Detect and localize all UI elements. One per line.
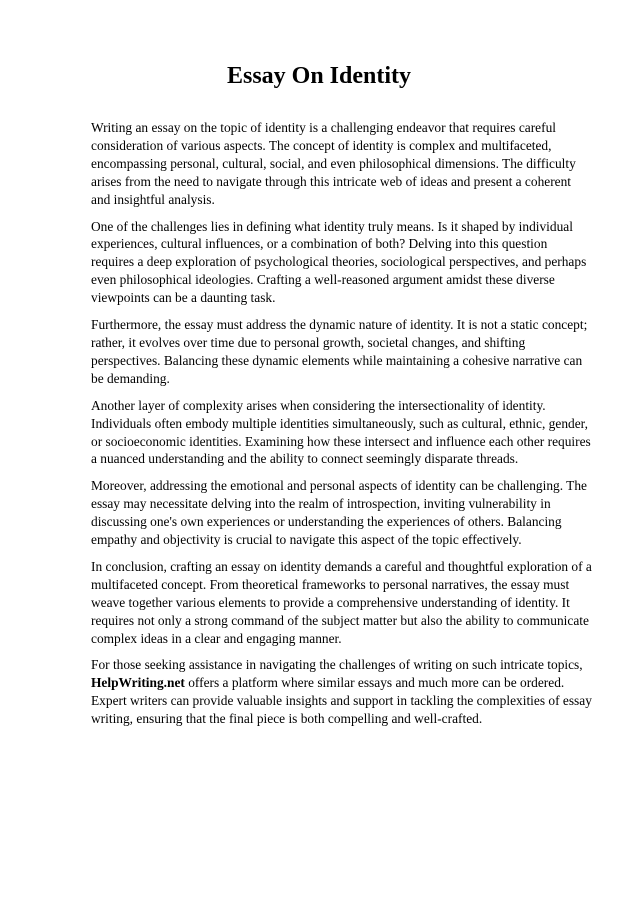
- page-title: Essay On Identity: [226, 63, 412, 89]
- closing-text-after-brand: offers a platform where similar essays and much more can be ordered. Expert writers can provide valuable insights and support in tackling the complexities of essay writing, ensuring that the final piece is both compelling and well-crafted.: [91, 675, 592, 727]
- paragraph-intro: Writing an essay on the topic of identity is a challenging endeavor that requires careful consideration of various aspects. The concept of identity is complex and multifaceted, encompassing personal, cultural, social, and even philosophical dimensions. The difficulty arises from the need to navigate through this intricate web of ideas and present a coherent and insightful analysis.: [91, 120, 576, 207]
- closing-text-before-brand: For those seeking assistance in navigating the challenges of writing on such intricate topics,: [91, 657, 583, 673]
- paragraph-conclusion: In conclusion, crafting an essay on identity demands a careful and thoughtful exploration of a multifaceted concept. From theoretical frameworks to personal narratives, the essay must weave together various elements to provide a comprehensive understanding of identity. It requires not only a strong command of the subject matter but also the ability to communicate complex ideas in a clear and engaging manner.: [91, 558, 592, 646]
- paragraph-dynamic-nature: Furthermore, the essay must address the dynamic nature of identity. It is not a static concept; rather, it evolves over time due to personal growth, societal changes, and shifting perspectives. Balancing these dynamic elements while maintaining a cohesive narrative can be demanding.: [91, 317, 588, 386]
- paragraph-defining-identity: One of the challenges lies in defining what identity truly means. Is it shaped by individual experiences, cultural influences, or a combination of both? Delving into this question requires a deep exploration of psychological theories, sociological perspectives, and perhaps even philosophical ideologies. Crafting a well-reasoned argument amidst these diverse viewpoints can be a daunting task.: [91, 218, 587, 306]
- essay-body: [91, 119, 593, 737]
- brand-name: HelpWriting.net: [91, 675, 185, 691]
- paragraph-closing: [91, 656, 593, 728]
- paragraph-emotional-aspects: Moreover, addressing the emotional and personal aspects of identity can be challenging. The essay may necessitate delving into the realm of introspection, inviting vulnerability in discussing one's own experiences or understanding the experiences of others. Balancing empathy and objectivity is crucial to navigate this aspect of the topic effectively.: [91, 478, 588, 548]
- paragraph-intersectionality: Another layer of complexity arises when considering the intersectionality of identity. Individuals often embody multiple identities simultaneously, such as cultural, ethnic, gender, or socioeconomic identities. Examining how these intersect and influence each other requires a nuanced understanding and the ability to connect seemingly disparate threads.: [91, 397, 591, 467]
